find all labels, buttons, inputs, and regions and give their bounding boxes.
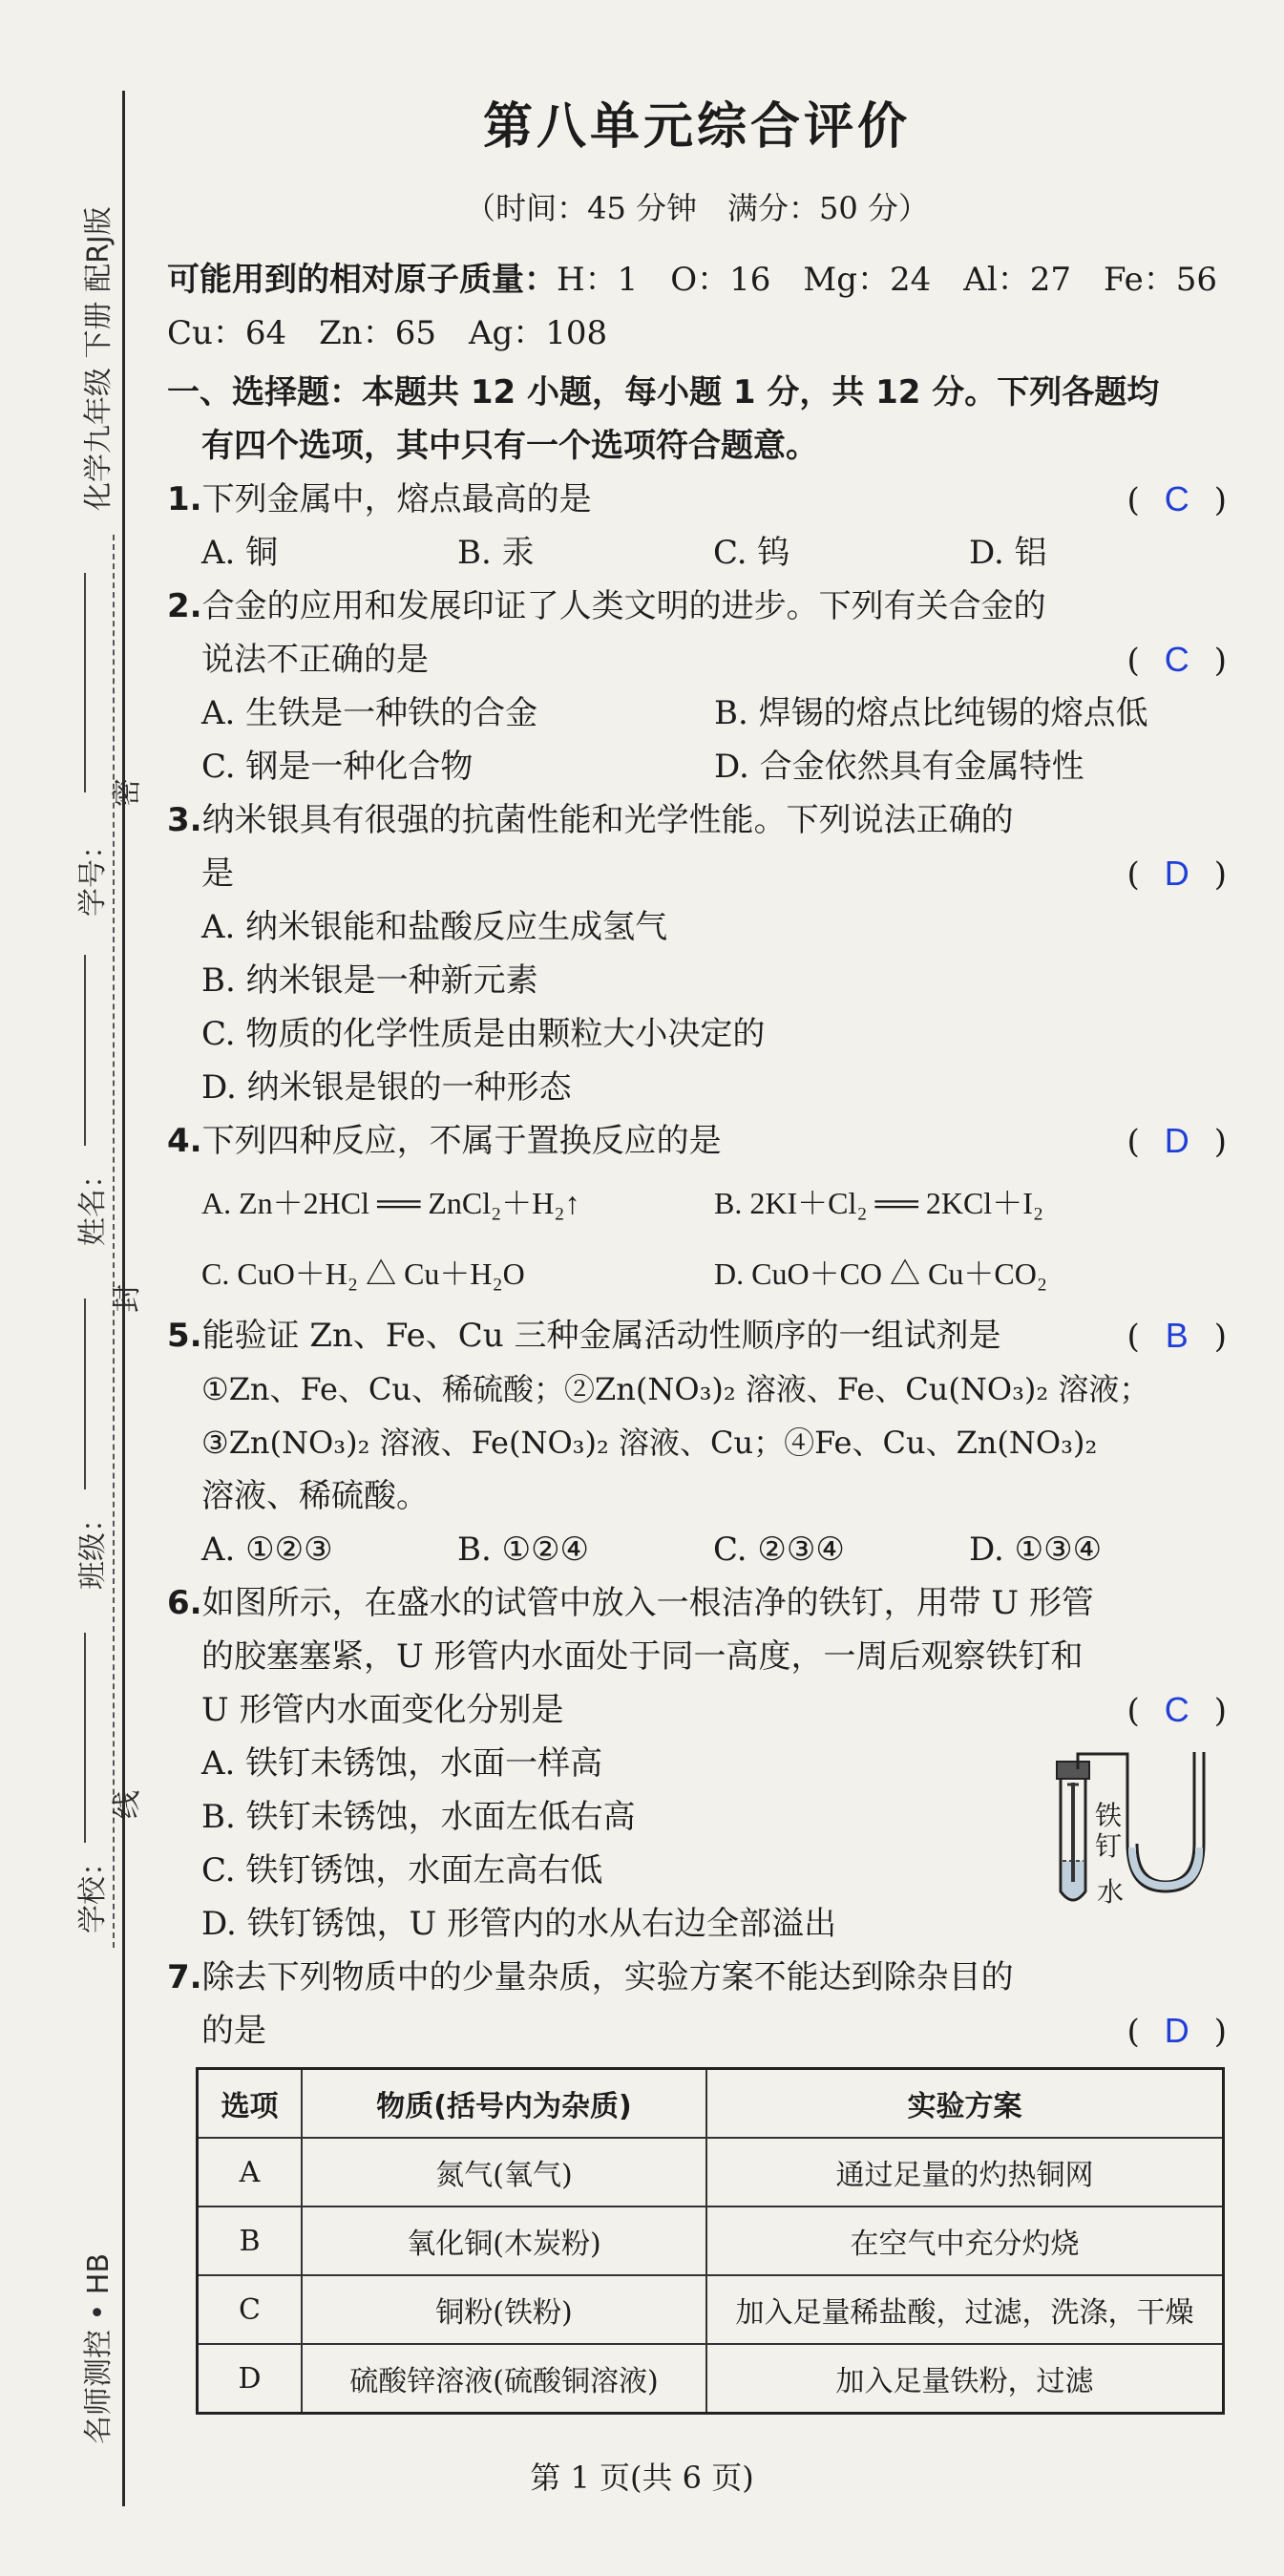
question-number: 2.	[167, 587, 202, 625]
options	[167, 686, 1227, 793]
table-cell: 在空气中充分灼烧	[706, 2206, 1224, 2275]
water-label: 水	[1097, 1876, 1125, 1908]
answer-mark: C	[1164, 640, 1189, 679]
option-a: A. ①②③	[201, 1531, 333, 1569]
answer-mark: C	[1164, 479, 1189, 518]
question-text-line2: 是	[201, 855, 234, 893]
answer-bracket: ( C )	[1126, 473, 1227, 527]
question-number: 6.	[167, 1584, 202, 1622]
option-c: C. CuO＋H₂ △ Cu＋H₂O	[201, 1256, 525, 1291]
option-c: C. 铁钉锈蚀，水面左高右低	[201, 1851, 603, 1890]
table-cell: A	[198, 2138, 303, 2206]
option-a: A. 铁钉未锈蚀，水面一样高	[201, 1744, 603, 1783]
atomic-masses-label: 可能用到的相对原子质量：	[167, 261, 557, 299]
seal-feng-mark: 封	[111, 1284, 144, 1313]
book-series-label: 化学九年级 下册 配RJ版	[82, 206, 116, 511]
table-row	[198, 2275, 1224, 2344]
answer-bracket: ( D )	[1126, 2004, 1227, 2059]
option-d: D. 铁钉锈蚀，U 形管内的水从右边全部溢出	[201, 1905, 837, 1943]
answer-mark: C	[1164, 1690, 1189, 1729]
option-d: D. 合金依然具有金属特性	[714, 748, 1084, 786]
answer-bracket: ( C )	[1126, 1683, 1227, 1738]
seal-mi-mark: 密	[111, 778, 144, 807]
answer-bracket: ( B )	[1126, 1309, 1227, 1363]
table-cell: 加入足量铁粉，过滤	[706, 2344, 1224, 2414]
nail-label-1: 铁	[1095, 1800, 1123, 1831]
student-name-label: 姓名：	[76, 1160, 110, 1246]
exam-time-score: （时间：45 分钟 满分：50 分）	[465, 190, 929, 226]
answer-bracket: ( D )	[1126, 1114, 1227, 1169]
class-label: 班级：	[76, 1504, 110, 1590]
table-row	[198, 2138, 1224, 2206]
question-number: 4.	[167, 1122, 202, 1160]
table-cell: 氧化铜(木炭粉)	[302, 2206, 706, 2275]
option-a: A. 生铁是一种铁的合金	[201, 694, 538, 732]
question-2	[167, 580, 1227, 793]
brand-label: 名师测控 • HB	[82, 2253, 116, 2444]
question-number: 7.	[167, 1958, 202, 1996]
atomic-masses	[167, 253, 1227, 360]
section-heading-line1: 一、选择题：本题共 12 小题，每小题 1 分，共 12 分。下列各题均	[167, 373, 1160, 412]
table-cell: D	[198, 2344, 303, 2414]
section-heading	[167, 366, 1227, 473]
u-tube-inner	[1137, 1752, 1194, 1882]
question-text-line4: 溶液、稀硫酸。	[201, 1477, 429, 1515]
option-a: A. 铜	[201, 534, 279, 572]
class-line	[84, 1299, 86, 1489]
option-b: B. 焊锡的熔点比纯锡的熔点低	[714, 694, 1148, 732]
question-number: 5.	[167, 1317, 202, 1355]
question-4	[167, 1114, 1227, 1309]
page-number: 第 1 页(共 6 页)	[530, 2460, 754, 2496]
answer-mark: B	[1165, 1316, 1189, 1355]
table-cell: B	[198, 2206, 303, 2275]
question-text-line1: 纳米银具有很强的抗菌性能和光学性能。下列说法正确的	[201, 801, 1014, 839]
seal-dashed-line	[113, 535, 115, 1948]
question-text-line3: U 形管内水面变化分别是	[201, 1691, 564, 1729]
question-text-line1: 合金的应用和发展印证了人类文明的进步。下列有关合金的	[201, 587, 1046, 625]
question-number: 1.	[167, 480, 202, 518]
test-tube-u-tube-diagram	[1036, 1748, 1227, 1920]
question-text-line1: 除去下列物质中的少量杂质，实验方案不能达到除杂目的	[201, 1958, 1014, 1996]
answer-mark: D	[1164, 2011, 1189, 2050]
table-cell: 加入足量稀盐酸，过滤，洗涤，干燥	[706, 2275, 1224, 2344]
options	[167, 1523, 1227, 1576]
student-name-line	[84, 955, 86, 1146]
answer-bracket: ( C )	[1126, 633, 1227, 687]
exam-page	[167, 86, 1227, 2415]
option-b: B. ①②④	[457, 1531, 590, 1569]
option-b: B. 铁钉未锈蚀，水面左低右高	[201, 1798, 636, 1836]
seal-xian-mark: 线	[111, 1790, 144, 1819]
question-5	[167, 1309, 1227, 1576]
option-d: D. CuO＋CO △ Cu＋CO₂	[714, 1256, 1047, 1291]
option-c: C. 物质的化学性质是由颗粒大小决定的	[201, 1015, 766, 1053]
atomic-masses-line2: Cu：64 Zn：65 Ag：108	[167, 314, 608, 352]
section-heading-line2: 有四个选项，其中只有一个选项符合题意。	[201, 427, 818, 465]
option-c: C. ②③④	[713, 1531, 845, 1569]
question-text-line1: 能验证 Zn、Fe、Cu 三种金属活动性顺序的一组试剂是	[201, 1317, 1001, 1355]
option-c: C. 钨	[713, 534, 790, 572]
school-line	[84, 1633, 86, 1843]
question-7	[167, 1951, 1227, 2415]
question-number: 3.	[167, 801, 202, 839]
table-header: 选项	[198, 2069, 303, 2139]
student-id-line	[84, 573, 86, 792]
question-3	[167, 793, 1227, 1114]
page-title: 第八单元综合评价	[482, 98, 911, 156]
options	[167, 526, 1227, 580]
table-cell: 通过足量的灼热铜网	[706, 2138, 1224, 2206]
question-text-line2: ①Zn、Fe、Cu、稀硫酸；②Zn(NO₃)₂ 溶液、Fe、Cu(NO₃)₂ 溶液；	[201, 1371, 1150, 1407]
answer-mark: D	[1164, 854, 1189, 893]
option-d: D. 纳米银是银的一种形态	[201, 1068, 572, 1107]
question-text: 下列金属中，熔点最高的是	[201, 480, 592, 518]
option-b: B. 2KI＋Cl₂ ══ 2KCl＋I₂	[714, 1186, 1044, 1220]
answer-bracket: ( D )	[1126, 847, 1227, 901]
rubber-stopper	[1057, 1762, 1089, 1779]
table-cell: 硫酸锌溶液(硫酸铜溶液)	[302, 2344, 706, 2414]
options	[167, 1168, 1227, 1309]
option-d: D. ①③④	[969, 1531, 1103, 1569]
table-row	[198, 2206, 1224, 2275]
atomic-masses-line1: H：1 O：16 Mg：24 Al：27 Fe：56	[557, 261, 1218, 299]
table-header-row	[198, 2069, 1224, 2139]
table-cell: C	[198, 2275, 303, 2344]
answer-mark: D	[1164, 1121, 1189, 1160]
binding-margin	[0, 0, 181, 2576]
question-6	[167, 1576, 1227, 1951]
question-text-line1: 如图所示，在盛水的试管中放入一根洁净的铁钉，用带 U 形管	[201, 1584, 1094, 1622]
table-header: 实验方案	[706, 2069, 1224, 2139]
student-id-label: 学号：	[76, 831, 110, 917]
question-1	[167, 473, 1227, 580]
table-cell: 铜粉(铁粉)	[302, 2275, 706, 2344]
option-c: C. 钢是一种化合物	[201, 748, 474, 786]
option-b: B. 汞	[457, 534, 535, 572]
school-label: 学校：	[76, 1848, 110, 1933]
option-a: A. Zn＋2HCl ══ ZnCl₂＋H₂↑	[201, 1186, 580, 1220]
option-b: B. 纳米银是一种新元素	[201, 961, 538, 1000]
option-d: D. 铝	[969, 534, 1047, 572]
question-text: 下列四种反应，不属于置换反应的是	[201, 1122, 722, 1160]
nail-label-2: 钉	[1095, 1830, 1123, 1862]
table-header: 物质(括号内为杂质)	[302, 2069, 706, 2139]
question-text-line2: 的胶塞塞紧，U 形管内水面处于同一高度，一周后观察铁钉和	[201, 1637, 1084, 1676]
impurity-table	[196, 2067, 1225, 2415]
table-row	[198, 2344, 1224, 2414]
question-text-line2: 说法不正确的是	[201, 641, 429, 679]
question-text-line3: ③Zn(NO₃)₂ 溶液、Fe(NO₃)₂ 溶液、Cu；④Fe、Cu、Zn(NO₃)₂	[201, 1425, 1098, 1461]
question-text-line2: 的是	[201, 2012, 266, 2050]
option-a: A. 纳米银能和盐酸反应生成氢气	[201, 908, 668, 946]
table-cell: 氮气(氧气)	[302, 2138, 706, 2206]
